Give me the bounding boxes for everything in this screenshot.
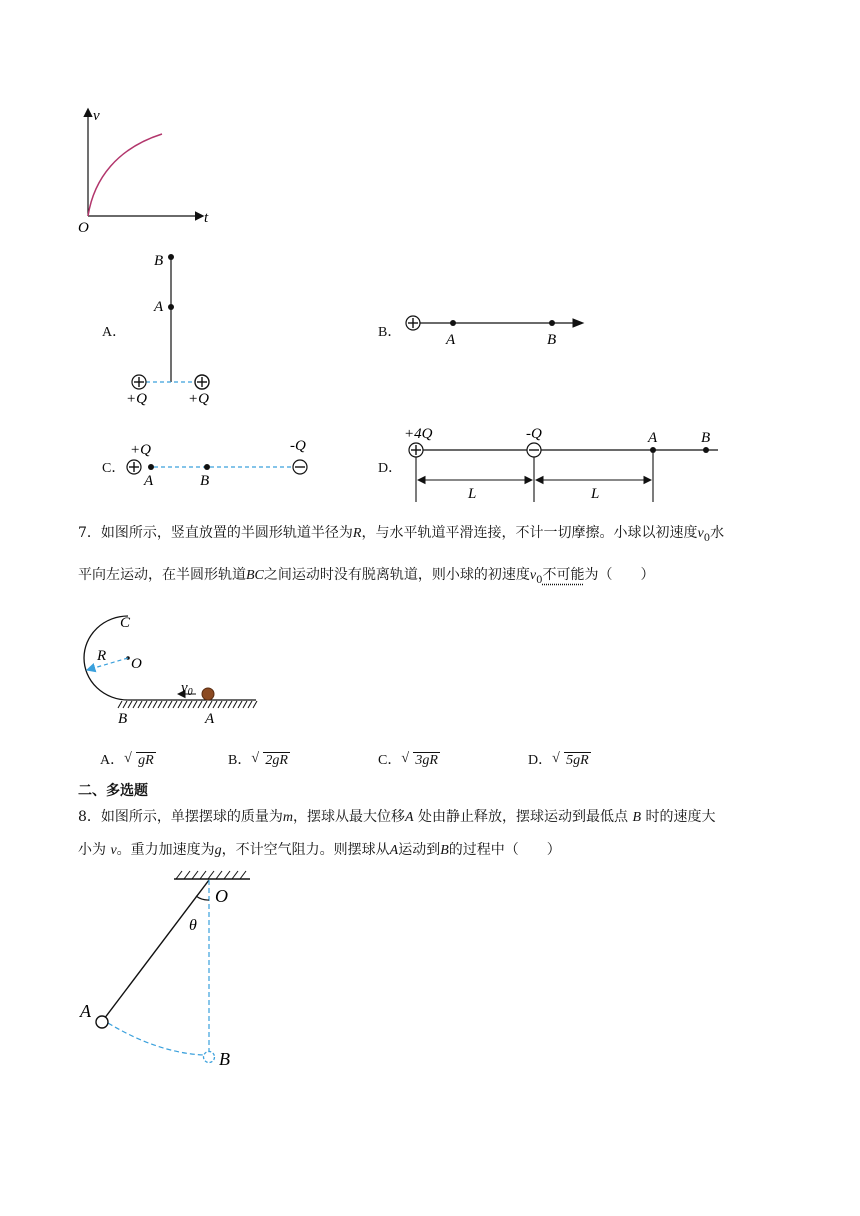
q7-option-d: D．√ 5gR [528, 749, 591, 769]
svg-text:B: B [701, 430, 711, 446]
q7-option-c: C．√ 3gR [378, 749, 440, 769]
vt-graph [78, 108, 218, 238]
svg-text:L: L [468, 486, 477, 502]
svg-text:+4Q: +4Q [404, 426, 433, 442]
point-b [168, 254, 174, 260]
radius-arrow [87, 658, 128, 670]
svg-text:A: A [648, 430, 658, 446]
svg-text:A: A [154, 299, 164, 315]
q6-option-a-figure [122, 248, 222, 418]
angle-arc [196, 896, 209, 900]
svg-text:+Q: +Q [188, 391, 209, 407]
q8-line2: 小为 v。重力加速度为g，不计空气阻力。则摆球从A运动到B的过程中（ ） [78, 842, 561, 858]
q7-option-a: A．√ gR [100, 749, 156, 769]
q7-option-b: B．√ 2gR [228, 749, 290, 769]
section-title: 二、多选题 [78, 783, 148, 799]
point-a [168, 304, 174, 310]
q6-option-b-figure [400, 312, 600, 352]
svg-text:B: B [200, 473, 210, 489]
svg-text:-Q: -Q [526, 426, 542, 442]
ball-b [204, 1052, 215, 1063]
origin-label: O [78, 220, 89, 236]
q8-line1: 8．如图所示，单摆摆球的质量为m，摆球从最大位移A 处由静止释放，摆球运动到最低点 B 时的速度大 [78, 809, 716, 825]
q7-line1: 7．如图所示，竖直放置的半圆形轨道半径为R，与水平轨道平滑连接，不计一切摩擦。小球以初速度$v_0$水 [78, 525, 725, 544]
svg-text:L: L [591, 486, 600, 502]
q6-option-d-figure [400, 424, 740, 504]
t-axis-label: t [204, 210, 209, 226]
svg-text:O: O [131, 656, 142, 672]
svg-text:A: A [205, 711, 215, 727]
svg-text:B: B [154, 253, 164, 269]
q7-figure [78, 610, 278, 730]
svg-text:O: O [215, 886, 228, 906]
svg-text:+Q: +Q [130, 442, 151, 458]
q6-option-d-letter: D． [378, 461, 403, 476]
svg-text:A: A [446, 332, 456, 348]
svg-text:C: C [120, 615, 131, 631]
q6-option-a-letter: A． [102, 325, 127, 340]
svg-text:B: B [547, 332, 557, 348]
q6-option-c-figure [120, 440, 330, 500]
svg-text:B: B [118, 711, 128, 727]
q8-pendulum-figure [78, 868, 278, 1078]
v-axis-label: v [93, 108, 100, 124]
svg-text:+Q: +Q [126, 391, 147, 407]
svg-text:A: A [80, 1001, 91, 1021]
vt-curve [88, 134, 162, 216]
q6-option-b-letter: B． [378, 325, 402, 340]
svg-text:R: R [97, 648, 107, 664]
svg-text:θ: θ [189, 917, 197, 934]
q6-option-c-letter: C． [102, 461, 126, 476]
ball [202, 688, 214, 700]
svg-text:A: A [144, 473, 154, 489]
swing-arc [108, 1023, 204, 1055]
svg-text:-Q: -Q [290, 438, 306, 454]
ball-a [96, 1016, 108, 1028]
svg-text:v0: $v_0$ [181, 680, 193, 698]
svg-text:B: B [219, 1049, 230, 1069]
q7-line2: 平向左运动，在半圆形轨道BC之间运动时没有脱离轨道，则小球的初速度$v_0$不可能为（ ） [78, 567, 655, 586]
pendulum-string [104, 880, 209, 1019]
